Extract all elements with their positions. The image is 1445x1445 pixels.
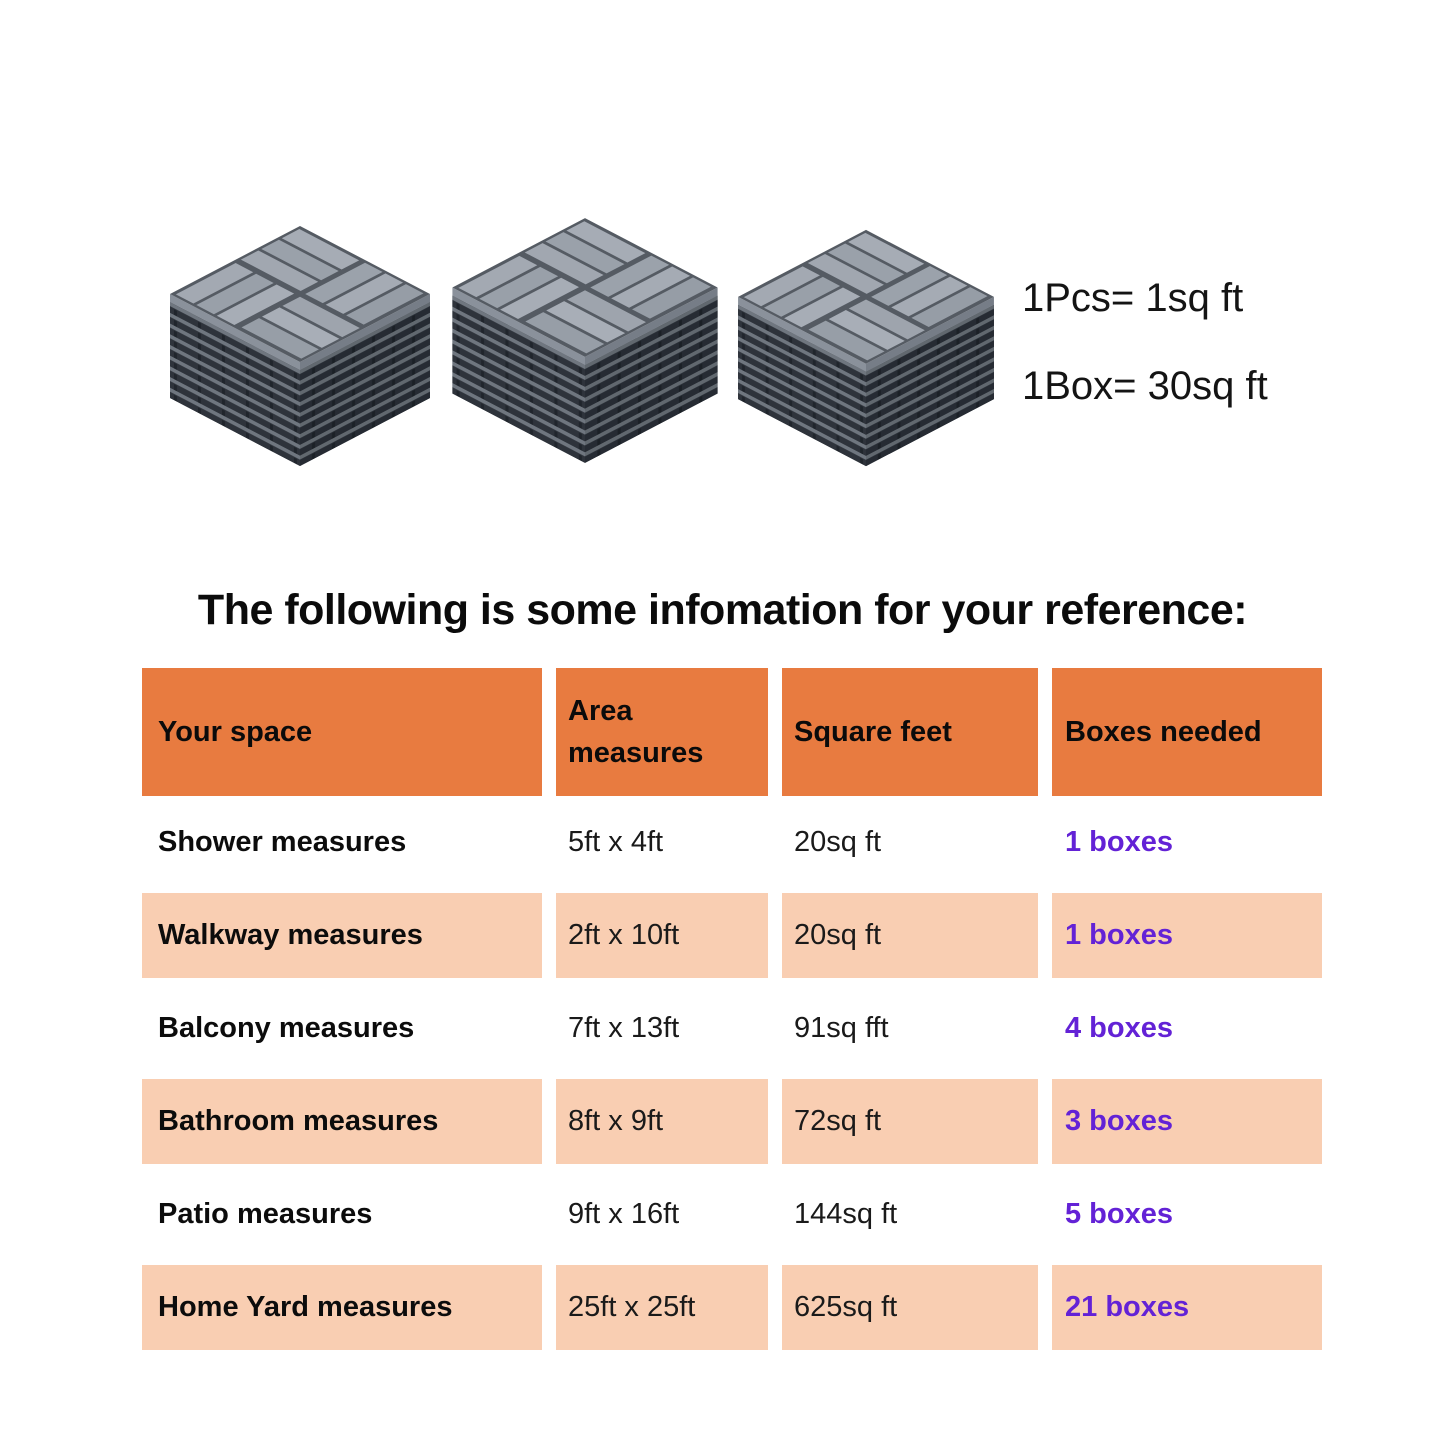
cell-boxes: 1 boxes [1065, 826, 1173, 859]
table-row [142, 889, 1322, 982]
cell-sqft: 625sq ft [782, 1265, 1038, 1350]
cell-area: 8ft x 9ft [556, 1079, 768, 1164]
page-title: The following is some infomation for your reference: [197, 586, 1248, 634]
cell-space: Balcony measures [158, 1012, 415, 1045]
column-header-boxes-needed: Boxes needed [1052, 668, 1322, 796]
cell-area: 9ft x 16ft [568, 1198, 680, 1231]
table-row [142, 1075, 1322, 1168]
cell-space: Bathroom measures [142, 1079, 542, 1164]
deck-tile-stack-image [732, 224, 1000, 472]
column-header-area-measures: Area measures [556, 668, 768, 796]
column-header-your-space: Your space [142, 668, 542, 796]
box-conversion-text: 1Box= 30sq ft [1022, 364, 1268, 408]
cell-space: Home Yard measures [142, 1265, 542, 1350]
table-row [142, 1168, 1322, 1261]
deck-tile-stack-image [446, 212, 724, 469]
cell-sqft: 91sq fft [794, 1012, 889, 1045]
cell-area: 5ft x 4ft [568, 826, 664, 859]
cell-boxes: 1 boxes [1052, 893, 1322, 978]
cell-sqft: 72sq ft [782, 1079, 1038, 1164]
reference-table [142, 668, 1322, 1354]
cell-boxes: 5 boxes [1065, 1198, 1173, 1231]
cell-space: Shower measures [158, 826, 407, 859]
cell-area: 7ft x 13ft [568, 1012, 680, 1045]
pcs-conversion-text: 1Pcs= 1sq ft [1022, 276, 1244, 320]
deck-tile-stack-image [164, 220, 436, 472]
cell-area: 25ft x 25ft [556, 1265, 768, 1350]
cell-sqft: 20sq ft [782, 893, 1038, 978]
cell-sqft: 144sq ft [794, 1198, 898, 1231]
table-row [142, 1261, 1322, 1354]
cell-boxes: 4 boxes [1065, 1012, 1173, 1045]
table-row [142, 982, 1322, 1075]
cell-sqft: 20sq ft [794, 826, 882, 859]
cell-space: Patio measures [158, 1198, 373, 1231]
cell-space: Walkway measures [142, 893, 542, 978]
table-header-row [142, 668, 1322, 796]
column-header-square-feet: Square feet [782, 668, 1038, 796]
cell-area: 2ft x 10ft [556, 893, 768, 978]
cell-boxes: 3 boxes [1052, 1079, 1322, 1164]
table-row [142, 796, 1322, 889]
cell-boxes: 21 boxes [1052, 1265, 1322, 1350]
